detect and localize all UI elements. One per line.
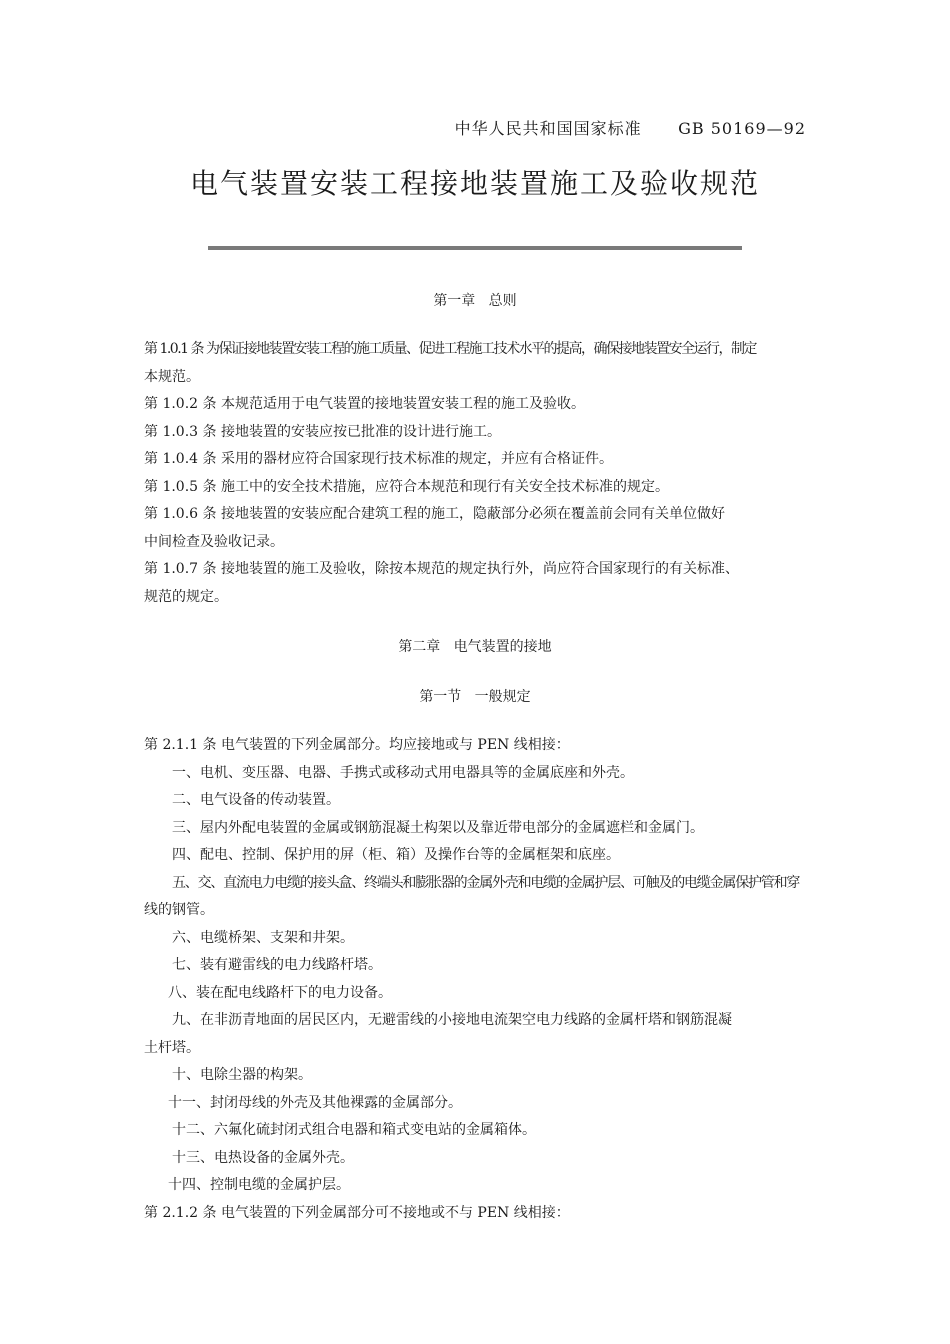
item-13: 十三、电热设备的金属外壳。 [172,1149,354,1166]
item-9: 九、在非沥青地面的居民区内，无避雷线的小接地电流架空电力线路的金属杆塔和钢筋混凝 [172,1012,732,1028]
item-5-cont: 线的钢管。 [144,902,214,918]
chapter-1-heading: 第一章 总则 [433,293,517,309]
article-1-0-6: 第 1.0.6 条 接地装置的安装应配合建筑工程的施工，隐蔽部分必须在覆盖前会同有关单位做好 [144,506,725,522]
article-1-0-3: 第 1.0.3 条 接地装置的安装应按已批准的设计进行施工。 [144,423,501,440]
article-1-0-4: 第 1.0.4 条 采用的器材应符合国家现行技术标准的规定，并应有合格证件。 [144,451,613,467]
article-1-0-7-cont: 规范的规定。 [144,588,228,605]
item-8: 八、装在配电线路杆下的电力设备。 [168,984,392,1001]
article-1-0-7: 第 1.0.7 条 接地装置的施工及验收，除按本规范的规定执行外，尚应符合国家现行的有关标准、 [144,561,739,577]
item-9-cont: 土杆塔。 [144,1039,200,1056]
document-title: 电气装置安装工程接地装置施工及验收规范 [189,167,760,200]
article-1-0-5: 第 1.0.5 条 施工中的安全技术措施，应符合本规范和现行有关安全技术标准的规定。 [144,478,669,495]
chapter-1-body [144,336,810,611]
section-1-heading: 第一节 一般规定 [419,689,531,705]
item-1: 一、电机、变压器、电器、手携式或移动式用电器具等的金属底座和外壳。 [172,764,634,781]
title-divider [208,246,742,250]
item-7: 七、装有避雷线的电力线路杆塔。 [172,957,382,973]
item-10: 十、电除尘器的构架。 [172,1067,312,1083]
chapter-2-heading: 第二章 电气装置的接地 [398,639,552,655]
item-12: 十二、六氟化硫封闭式组合电器和箱式变电站的金属箱体。 [172,1122,536,1138]
article-2-1-2: 第 2.1.2 条 电气装置的下列金属部分可不接地或不与 PEN 线相接： [144,1204,570,1221]
article-1-0-1: 第 1.0.1 条 为保证接地装置安装工程的施工质量、促进工程施工技术水平的提高，确保接地装置安全运行，制定 [144,341,756,357]
item-14: 十四、控制电缆的金属护层。 [168,1177,350,1193]
item-4: 四、配电、控制、保护用的屏（柜、箱）及操作台等的金属框架和底座。 [172,847,620,863]
item-11: 十一、封闭母线的外壳及其他裸露的金属部分。 [168,1094,462,1111]
standard-label: 中华人民共和国国家标准 GB 50169—92 [454,119,806,138]
article-2-1-1: 第 2.1.1 条 电气装置的下列金属部分。均应接地或与 PEN 线相接： [144,737,570,753]
article-1-0-2: 第 1.0.2 条 本规范适用于电气装置的接地装置安装工程的施工及验收。 [144,396,585,412]
item-6: 六、电缆桥架、支架和井架。 [172,929,354,946]
article-1-0-1-cont: 本规范。 [144,368,200,385]
chapter-2-body [144,732,810,1227]
item-5: 五、交、直流电力电缆的接头盒、终端头和膨胀器的金属外壳和电缆的金属护层、可触及的电缆金属保护管和穿 [172,874,800,891]
item-2: 二、电气设备的传动装置。 [172,792,340,808]
item-3: 三、屋内外配电装置的金属或钢筋混凝土构架以及靠近带电部分的金属遮栏和金属门。 [172,819,704,836]
article-1-0-6-cont: 中间检查及验收记录。 [144,533,284,550]
